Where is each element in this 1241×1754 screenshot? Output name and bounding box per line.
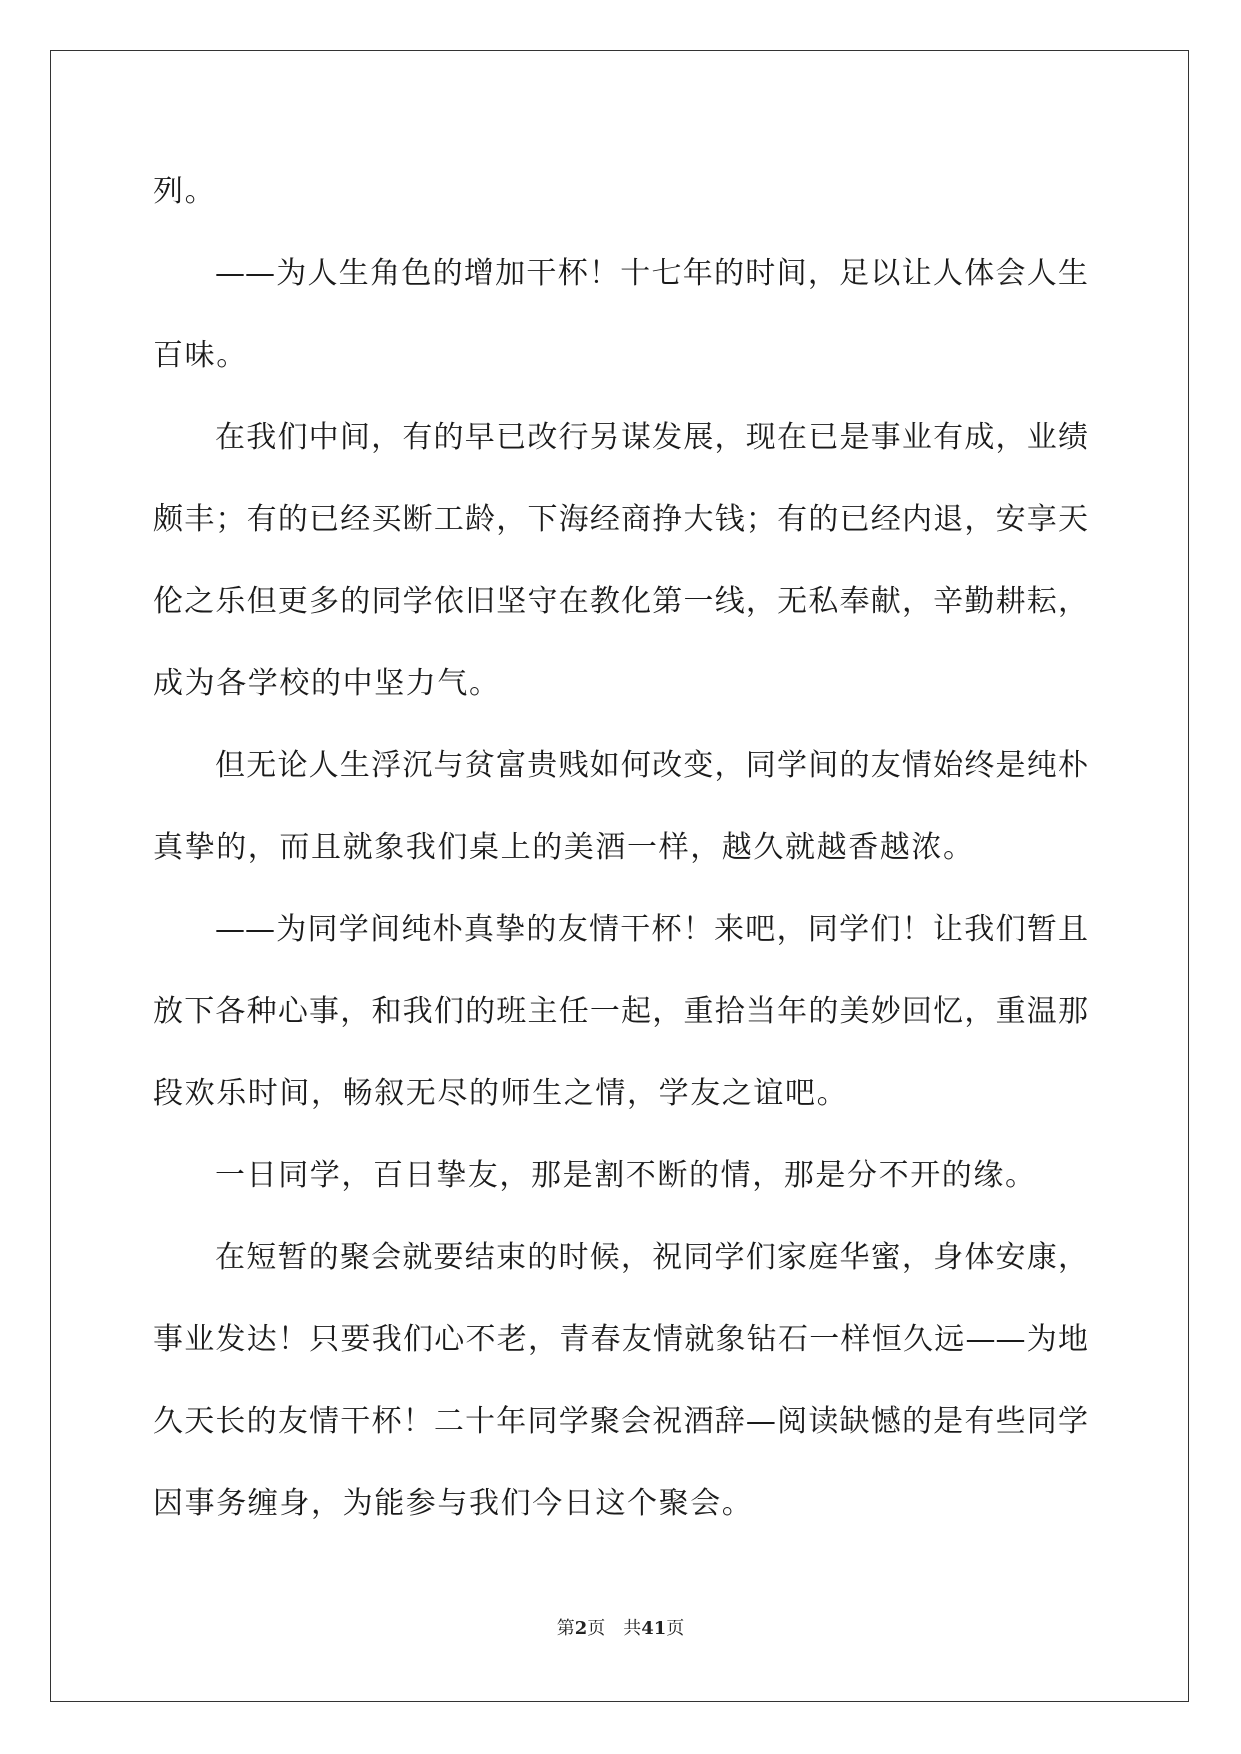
text-line: 事业发达！只要我们心不老，青春友情就象钻石一样恒久远——为地 xyxy=(153,1322,1088,1357)
page-border xyxy=(50,50,1189,1702)
text-line: 真挚的，而且就象我们桌上的美酒一样，越久就越香越浓。 xyxy=(153,830,975,865)
page-prefix: 第 xyxy=(556,1618,575,1639)
text-line: 颇丰；有的已经买断工龄，下海经商挣大钱；有的已经内退，安享天 xyxy=(153,502,1088,537)
current-page-number: 2 xyxy=(574,1618,588,1639)
total-prefix: 共 xyxy=(623,1618,642,1639)
text-line: 但无论人生浮沉与贫富贵贱如何改变，同学间的友情始终是纯朴 xyxy=(215,748,1088,783)
text-line: 百味。 xyxy=(153,338,248,373)
text-line: 成为各学校的中坚力气。 xyxy=(153,666,501,701)
text-line: 一日同学，百日挚友，那是割不断的情，那是分不开的缘。 xyxy=(215,1158,1037,1193)
text-line: 放下各种心事，和我们的班主任一起，重拾当年的美妙回忆，重温那 xyxy=(153,994,1088,1029)
page-footer xyxy=(0,1617,1241,1641)
total-unit: 页 xyxy=(666,1618,685,1639)
text-line: 因事务缠身，为能参与我们今日这个聚会。 xyxy=(153,1486,754,1521)
text-line: 久天长的友情干杯！二十年同学聚会祝酒辞—阅读缺憾的是有些同学 xyxy=(153,1404,1088,1439)
text-line: ——为同学间纯朴真挚的友情干杯！来吧，同学们！让我们暂且 xyxy=(215,912,1088,947)
text-line: 伦之乐但更多的同学依旧坚守在教化第一线，无私奉献，辛勤耕耘， xyxy=(153,584,1088,619)
page-unit: 页 xyxy=(587,1618,606,1639)
text-line: 段欢乐时间，畅叙无尽的师生之情，学友之谊吧。 xyxy=(153,1076,849,1111)
text-line: 列。 xyxy=(153,174,217,209)
text-line: 在短暂的聚会就要结束的时候，祝同学们家庭华蜜，身体安康， xyxy=(215,1240,1088,1275)
total-page-number: 41 xyxy=(641,1618,667,1639)
text-line: 在我们中间，有的早已改行另谋发展，现在已是事业有成，业绩 xyxy=(215,420,1088,455)
text-line: ——为人生角色的增加干杯！十七年的时间，足以让人体会人生 xyxy=(215,256,1088,291)
